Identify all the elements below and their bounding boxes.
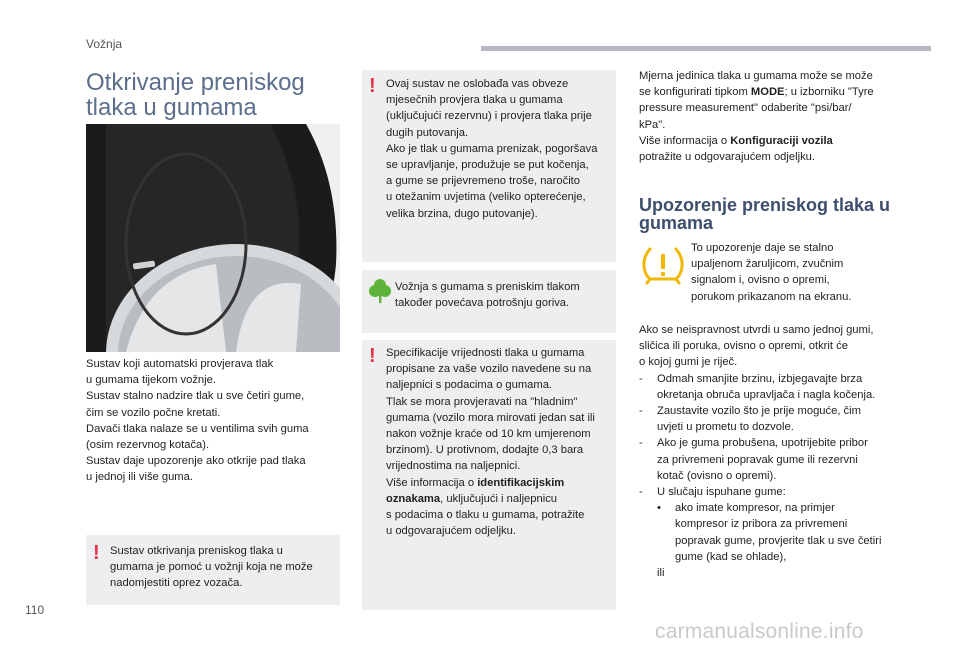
warning-icon: ! [369, 345, 376, 367]
header-bar [481, 46, 931, 51]
section-heading: Upozorenje preniskog tlaka u gumama [639, 195, 891, 233]
warning-icon: ! [369, 75, 376, 97]
col1-text: Sustav koji automatski provjerava tlak u gumama tijekom vožnje. Sustav stalno nadzire tlak u sve četiri gume, čim se vozilo počne kretati. Davači tlaka nalaze se u ventilima svih guma (osim rezervnog kotača). Sustav daje upozorenje ako otkrije pad tlaka u jednoj ili više guma. [86, 358, 309, 484]
list-item: - U slučaju ispuhane gume: [639, 486, 786, 499]
link-vehicle-configuration: Konfiguraciji vozila [730, 134, 833, 147]
warning-icon: ! [93, 542, 100, 564]
mode-button-label: MODE [750, 86, 785, 99]
tire-photo [86, 124, 340, 352]
list-item: - Odmah smanjite brzinu, izbjegavajte brza okretanja obruča upravljača i nagla kočenja. [639, 372, 876, 401]
eco-leaf-icon [369, 278, 391, 304]
warning-box-specifications: ! Specifikacije vrijednosti tlaka u gumama propisane za vaše vozilo navedene su na naljepnici s podacima o gumama. Tlak se mora provjeravati na "hladnim" gumama (vozilo mora mirovati jedan sat ili nakon vožnje kraće od 10 km umjerenom brzinom). U protivnom, dodajte 0,3 bara vrijednostima na naljepnici. Više informacija o identifikacijskim oznakama, uključujući i naljepnicu s podacima o tlaku u gumama, potražite u odgovarajućem odjeljku. [362, 340, 616, 610]
list-item: - Ako je guma probušena, upotrijebite pribor za privremeni popravak gume ili rezervni kotač (ovisno o opremi). [639, 437, 868, 482]
sub-list-item: • ako imate kompresor, na primjer kompresor iz pribora za privremeni popravak gume, provjerite tlak u sve četiri gume (kad se ohlade), [657, 502, 882, 563]
icon-description: To upozorenje daje se stalno upaljenom žaruljicom, zvučnim signalom i, ovisno o opremi, porukom prikazanom na ekranu. [691, 242, 852, 303]
section-label: Vožnja [86, 37, 123, 51]
tire-pressure-warning-icon [641, 245, 685, 285]
page-number: 110 [25, 603, 45, 617]
list-item: - Zaustavite vozilo što je prije moguće, čim uvjeti u prometu to dozvole. [639, 405, 861, 434]
warning-box-monthly-checks: ! Ovaj sustav ne oslobađa vas obveze mjesečnih provjera tlaka u gumama (uključujući rezervnu) i provjera tlaka prije dugih putovanja. Ako je tlak u gumama prenizak, pogoršava se upravljanje, produžuje se put kočenja, a gume se prijevremeno troše, naročito u otežanim uvjetima (veliko opterećenje, velika brzina, dugo putovanje). [362, 70, 616, 262]
col3-intro-text: Mjerna jedinica tlaka u gumama može se može se konfigurirati tipkom MODE; u izborniku "Tyre pressure measurement" odaberite "psi/bar/ kPa". Više informacija o Konfiguraciji vozila potražite u odgovarajućem odjeljku. [639, 70, 874, 164]
link-identification-marks: identifikacijskim [477, 476, 565, 489]
page-title: Otkrivanje preniskog tlaka u gumama [86, 69, 305, 121]
eco-box-fuel: Vožnja s gumama s preniskim tlakom također povećava potrošnju goriva. [362, 270, 616, 333]
col3-instructions: Ako se neispravnost utvrdi u samo jednoj gumi, sličica ili poruka, ovisno o opremi, otkrit će o kojoj gumi je riječ. - Odmah smanjite brzinu, izbjegavajte brza okretanja obruča upravljača i nagla kočenja. - Zaustavite vozilo što je prije moguće, čim uvjeti u prometu to dozvole. - Ako je guma probušena, upotrijebite pribor za privremeni popravak gume ili rezervni kotač (ovisno o opremi). - U slučaju ispuhane gume: • ako imate kompresor, na primjer kompresor iz pribora za privremeni popravak gume, provjerite tlak u sve četiri gume (kad se ohlade), ili [639, 322, 909, 581]
watermark: carmanualsonline.info [655, 620, 864, 643]
warning-box-driver-caution: ! Sustav otkrivanja preniskog tlaka u gumama je pomoć u vožnji koja ne može nadomjestiti oprez vozača. [86, 535, 340, 605]
